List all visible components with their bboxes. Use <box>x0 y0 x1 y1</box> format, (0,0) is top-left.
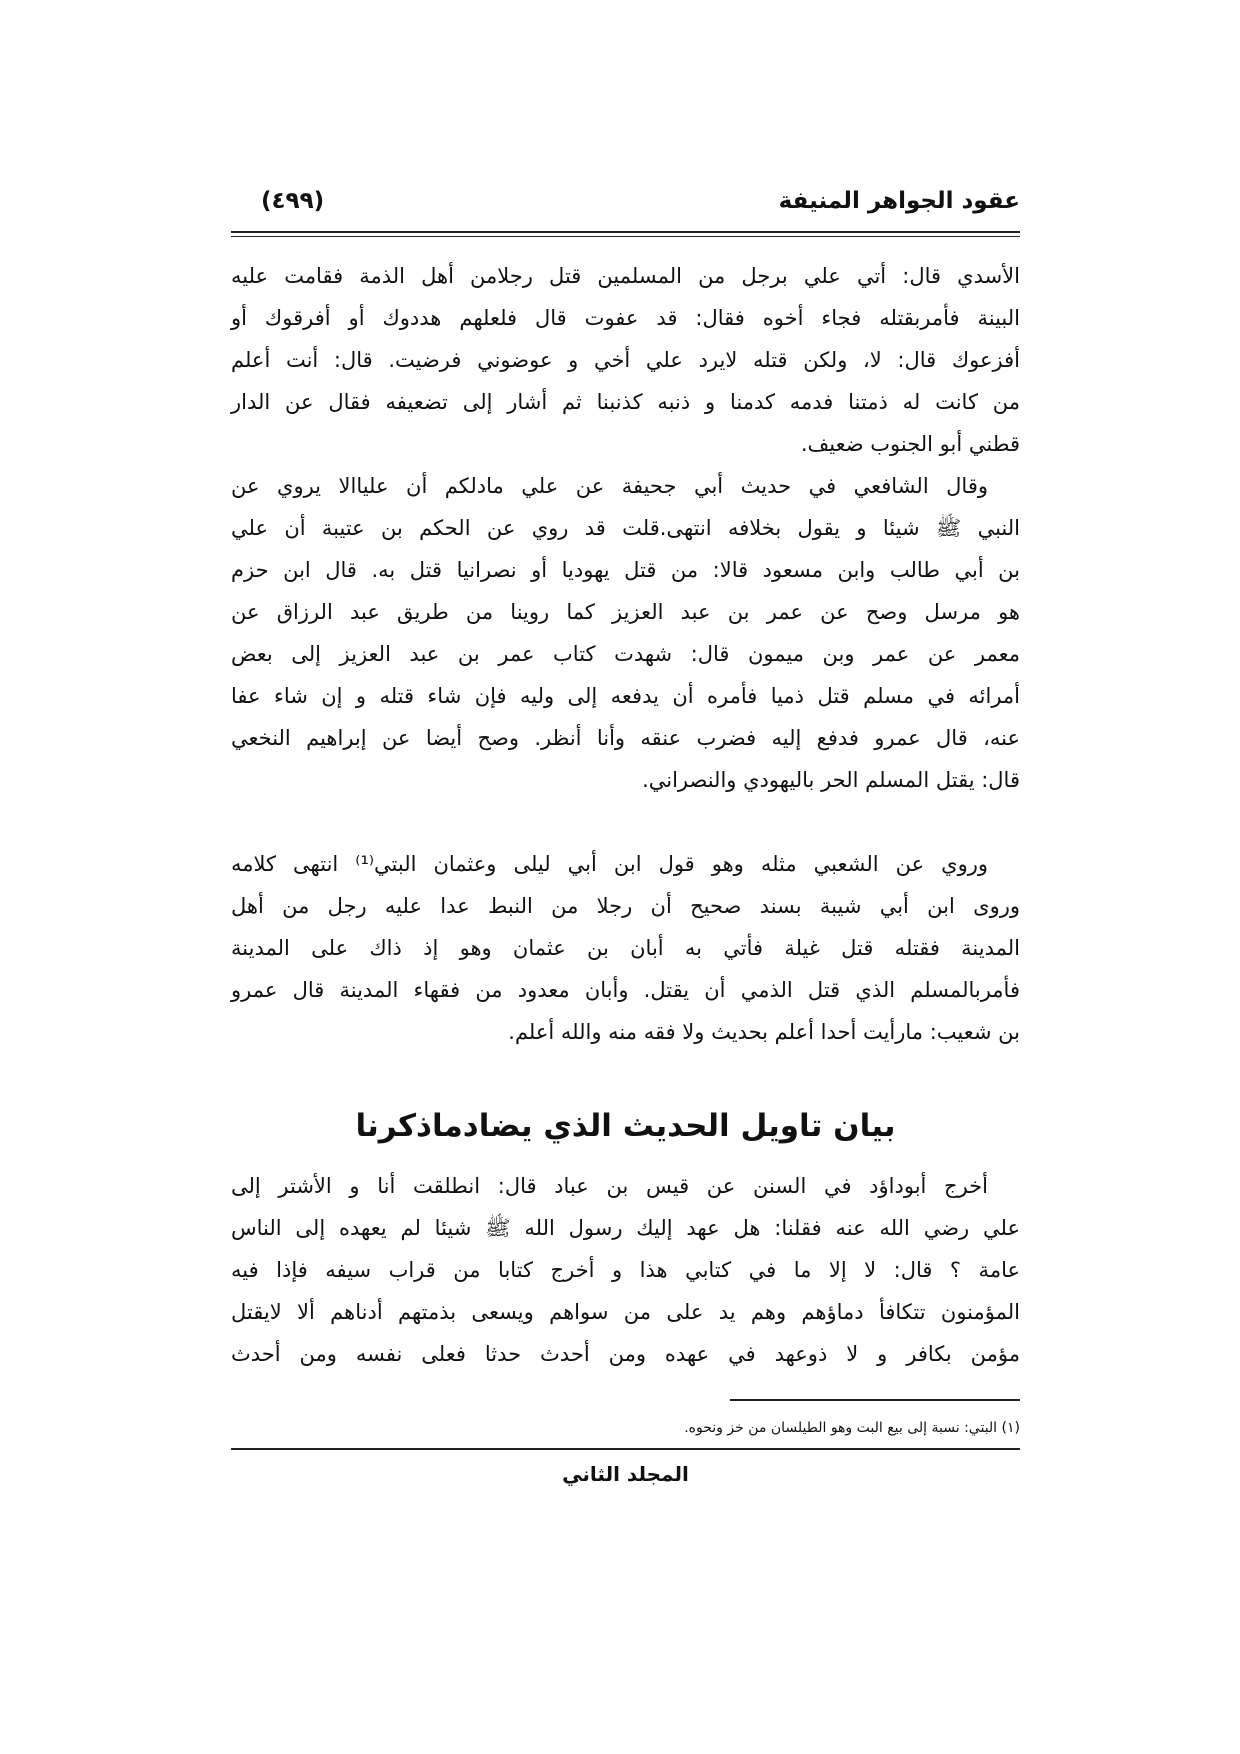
book-page <box>231 0 1020 1754</box>
footnote-separator <box>730 1399 1020 1401</box>
header-double-rule <box>231 231 1020 237</box>
text-line: بن أبي طالب وابن مسعود قالا: من قتل يهوديا أو نصرانيا قتل به. قال ابن حزم <box>231 558 1020 582</box>
volume-footer: المجلد الثاني <box>562 1462 689 1486</box>
running-header <box>231 188 1020 228</box>
text-line: أفزعوك قال: لا، ولكن قتله لايرد علي أخي و عوضوني فرضيت. قال: أنت أعلم <box>231 348 1020 372</box>
text-line: وروى ابن أبي شيبة بسند صحيح أن رجلا من النبط عدا عليه رجل من أهل <box>231 894 1020 918</box>
text-line: قطني أبو الجنوب ضعيف. <box>800 432 1020 456</box>
text-line: بن شعيب: مارأيت أحدا أعلم بحديث ولا فقه منه والله أعلم. <box>508 1020 1020 1044</box>
text-line: الأسدي قال: أتي علي برجل من المسلمين قتل رجلامن أهل الذمة فقامت عليه <box>231 264 1020 288</box>
text-line: المدينة فقتله قتل غيلة فأتي به أبان بن عثمان وهو إذ ذاك على المدينة <box>231 936 1020 960</box>
text-line: علي رضي الله عنه فقلنا: هل عهد إليك رسول الله ﷺ شيئا لم يعهده إلى الناس <box>231 1216 1020 1240</box>
text-line: أمرائه في مسلم قتل ذميا فأمره أن يدفعه إلى وليه فإن شاء قتله و إن شاء عفا <box>231 684 1020 708</box>
text-line: البينة فأمربقتله فجاء أخوه فقال: قد عفوت قال فلعلهم هددوك أو أفرقوك أو <box>231 306 1020 330</box>
text-line: من كانت له ذمتنا فدمه كدمنا و ذنبه كذنبنا ثم أشار إلى تضعيفه فقال عن الدار <box>231 390 1020 414</box>
book-title: عقود الجواهر المنيفة <box>778 188 1020 214</box>
text-line: هو مرسل وصح عن عمر بن عبد العزيز كما روينا من طريق عبد الرزاق عن <box>231 600 1020 624</box>
text-line: عامة ؟ قال: لا إلا ما في كتابي هذا و أخرج كتابا من قراب سيفه فإذا فيه <box>231 1258 1020 1282</box>
text-line: مؤمن بكافر و لا ذوعهد في عهده ومن أحدث حدثا فعلى نفسه ومن أحدث <box>231 1342 1020 1366</box>
text-line: فأمربالمسلم الذي قتل الذمي أن يقتل. وأبان معدود من فقهاء المدينة قال عمرو <box>231 978 1020 1002</box>
text-line: عنه، قال عمرو فدفع إليه فضرب عنقه وأنا أنظر. وصح أيضا عن إبراهيم النخعي <box>231 726 1020 750</box>
footer-rule <box>231 1448 1020 1450</box>
text-line: وقال الشافعي في حديث أبي جحيفة عن علي مادلكم أن علياالا يروي عن <box>231 474 988 498</box>
section-heading: بيان تاويل الحديث الذي يضادماذكرنا <box>355 1108 896 1144</box>
text-line: أخرج أبوداؤد في السنن عن قيس بن عباد قال: انطلقت أنا و الأشتر إلى <box>231 1174 988 1198</box>
text-line: وروي عن الشعبي مثله وهو قول ابن أبي ليلى وعثمان البتي⁽¹⁾ انتهى كلامه <box>231 852 988 876</box>
page-number: (٤٩٩) <box>261 188 325 214</box>
footnote: (١) البتي: نسبة إلى بيع البت وهو الطيلسان من خز ونحوه. <box>684 1420 1020 1436</box>
text-line: قال: يقتل المسلم الحر باليهودي والنصراني. <box>642 768 1020 792</box>
text-line: معمر عن عمر وبن ميمون قال: شهدت كتاب عمر بن عبد العزيز إلى بعض <box>231 642 1020 666</box>
text-line: النبي ﷺ شيئا و يقول بخلافه انتهى.قلت قد روي عن الحكم بن عتيبة أن علي <box>231 516 1020 540</box>
text-line: المؤمنون تتكافأ دماؤهم وهم يد على من سواهم ويسعى بذمتهم أدناهم ألا لايقتل <box>231 1300 1020 1324</box>
